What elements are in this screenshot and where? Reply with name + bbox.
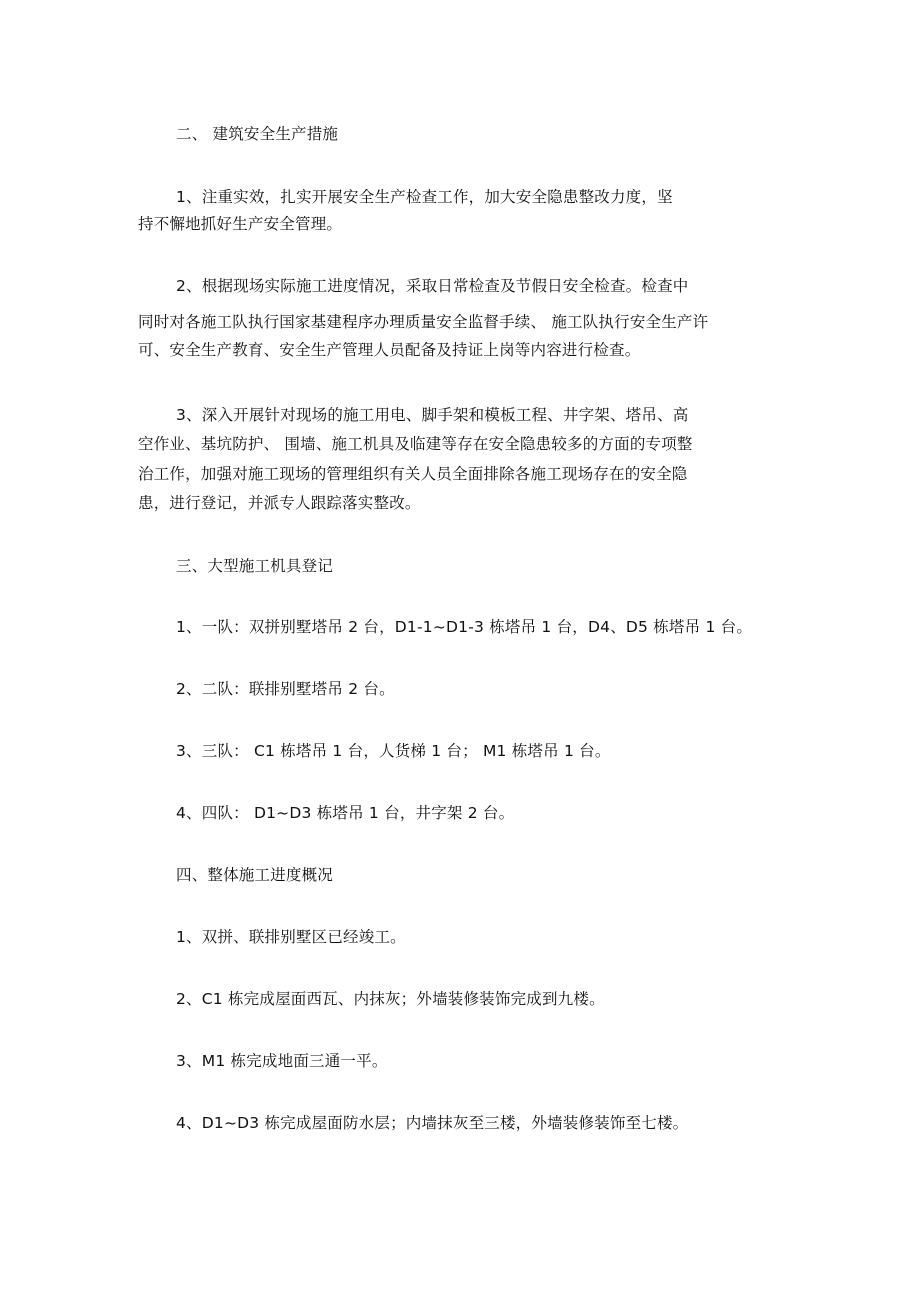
paragraph-line: 可、安全生产教育、安全生产管理人员配备及持证上岗等内容进行检查。 [138,341,641,359]
paragraph-line: 持不懈地抓好生产安全管理。 [138,215,343,233]
list-item: 1、双拼、联排别墅区已经竣工。 [176,928,406,946]
list-item: 2、二队：联排别墅塔吊 2 台。 [176,680,395,698]
paragraph-line: 治工作，加强对施工现场的管理组织有关人员全面排除各施工现场存在的安全隐 [138,465,688,483]
list-item: 1、一队：双拼别墅塔吊 2 台，D1-1~D1-3 栋塔吊 1 台，D4、D5 栋塔吊 1 台。 [176,618,753,636]
paragraph-line: 2、根据现场实际施工进度情况，采取日常检查及节假日安全检查。检查中 [176,277,689,295]
paragraph-line: 空作业、基坑防护、 围墙、施工机具及临建等存在安全隐患较多的方面的专项整 [138,435,693,453]
paragraph-line: 1、注重实效，扎实开展安全生产检查工作，加大安全隐患整改力度，坚 [176,188,673,206]
list-item: 4、四队： D1~D3 栋塔吊 1 台，井字架 2 台。 [176,804,515,822]
paragraph-line: 同时对各施工队执行国家基建程序办理质量安全监督手续、 施工队执行安全生产许 [138,313,709,331]
section-heading-machinery-registration: 三、大型施工机具登记 [176,557,334,575]
paragraph-line: 患，进行登记，并派专人跟踪落实整改。 [138,494,421,512]
paragraph-line: 3、深入开展针对现场的施工用电、脚手架和模板工程、井字架、塔吊、高 [176,406,689,424]
list-item: 4、D1~D3 栋完成屋面防水层；内墙抹灰至三楼，外墙装修装饰至七楼。 [176,1114,689,1132]
list-item: 2、C1 栋完成屋面西瓦、内抹灰；外墙装修装饰完成到九楼。 [176,990,605,1008]
section-heading-safety-measures: 二、 建筑安全生产措施 [176,125,339,143]
section-heading-progress-overview: 四、整体施工进度概况 [176,866,334,884]
list-item: 3、M1 栋完成地面三通一平。 [176,1052,388,1070]
list-item: 3、三队： C1 栋塔吊 1 台，人货梯 1 台； M1 栋塔吊 1 台。 [176,742,611,760]
